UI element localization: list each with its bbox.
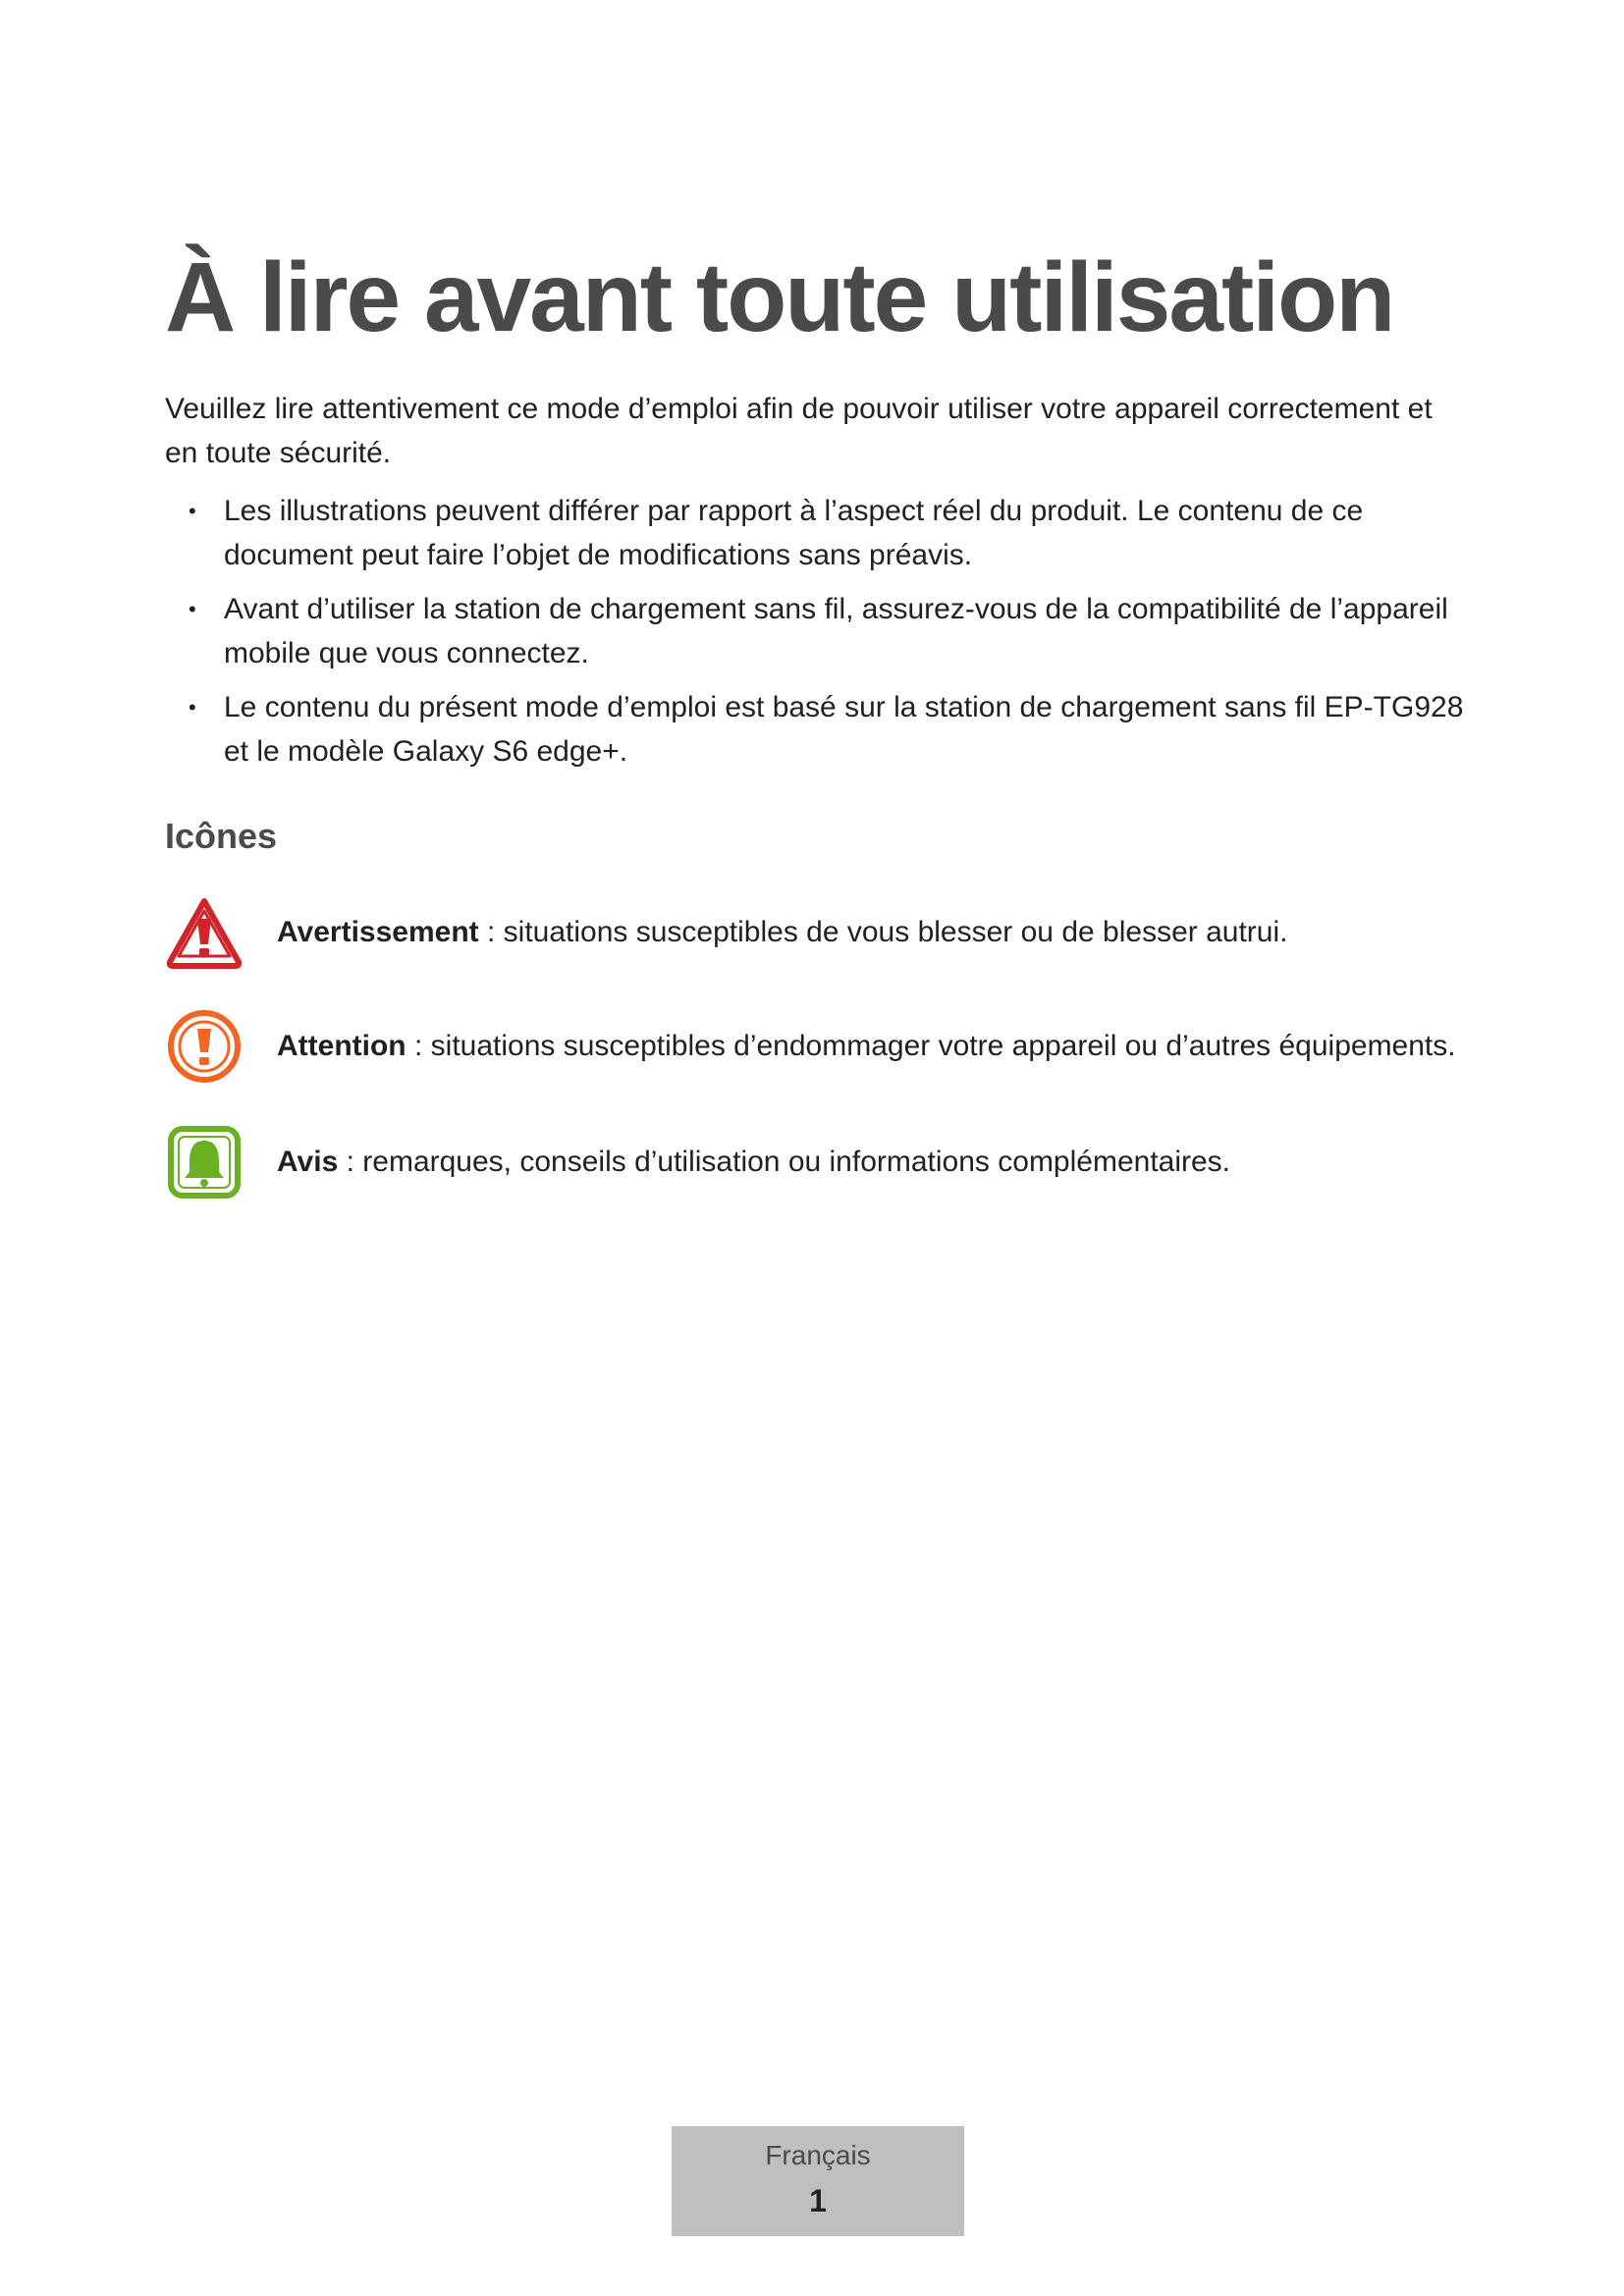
list-item xyxy=(165,587,1481,675)
icon-legend-note xyxy=(165,1123,1500,1201)
bullet-marker: • xyxy=(189,597,196,621)
warning-triangle-icon xyxy=(165,893,244,972)
legend-term: Avertissement xyxy=(277,916,479,948)
footer-language: Français xyxy=(765,2140,871,2170)
icon-legend-caution-text xyxy=(277,1025,1456,1068)
page-title: À lire avant toute utilisation xyxy=(165,242,1394,352)
legend-separator: : xyxy=(478,916,504,948)
intro-paragraph: Veuillez lire attentivement ce mode d’emploi afin de pouvoir utiliser votre appareil correctement et en toute sécurité. xyxy=(165,393,1433,469)
icon-legend-warning-text xyxy=(277,911,1287,954)
list-item xyxy=(165,685,1481,774)
page-number: 1 xyxy=(809,2183,827,2218)
legend-description: remarques, conseils d’utilisation ou informations complémentaires. xyxy=(362,1146,1231,1178)
section-heading-icons: Icônes xyxy=(165,816,278,856)
list-item xyxy=(165,489,1481,577)
page-footer xyxy=(672,2126,964,2236)
legend-description: situations susceptibles de vous blesser ou de blesser autrui. xyxy=(503,916,1288,948)
list-item-text: Les illustrations peuvent différer par rapport à l’aspect réel du produit. Le contenu de ce document peut faire l’objet de modifications sans préavis. xyxy=(224,495,1364,571)
notice-list xyxy=(165,489,1481,783)
caution-circle-icon xyxy=(165,1007,244,1086)
icon-legend-warning xyxy=(165,893,1500,972)
bell-note-icon xyxy=(165,1123,244,1201)
icon-legend-caution xyxy=(165,1007,1500,1086)
legend-separator: : xyxy=(338,1146,363,1178)
legend-term: Attention xyxy=(277,1030,406,1062)
legend-description: situations susceptibles d’endommager votre appareil ou d’autres équipements. xyxy=(430,1030,1456,1062)
bullet-marker: • xyxy=(189,695,196,720)
legend-term: Avis xyxy=(277,1146,339,1178)
legend-separator: : xyxy=(406,1030,431,1062)
bullet-marker: • xyxy=(189,499,196,523)
list-item-text: Avant d’utiliser la station de chargement sans fil, assurez-vous de la compatibilité de l’appareil mobile que vous connectez. xyxy=(224,593,1448,669)
icon-legend-note-text xyxy=(277,1141,1230,1184)
list-item-text: Le contenu du présent mode d’emploi est basé sur la station de chargement sans fil EP-TG928 et le modèle Galaxy S6 edge+. xyxy=(224,691,1464,768)
